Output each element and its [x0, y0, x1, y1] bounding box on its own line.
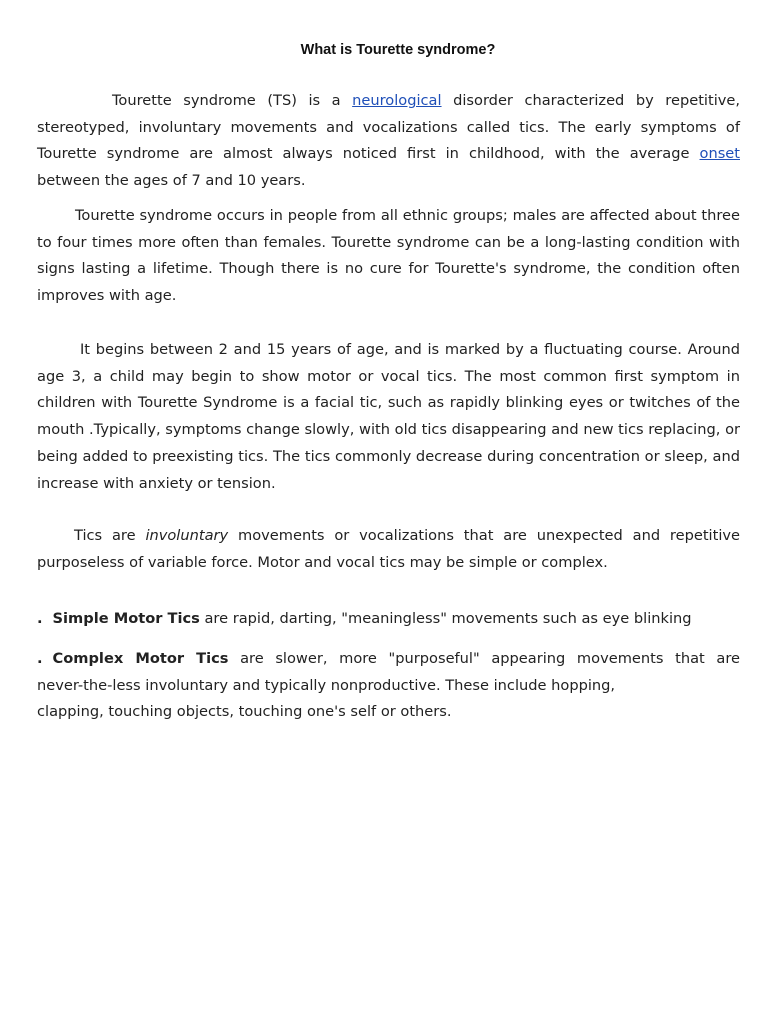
complex-motor-tics-term: Complex Motor Tics [52, 650, 229, 667]
bullet-simple-motor-tics [37, 606, 740, 633]
bullet-marker: . [37, 650, 43, 667]
onset-link[interactable]: onset [699, 145, 740, 163]
bullet-complex-motor-tics [37, 646, 740, 726]
p4-italic-involuntary: involuntary [145, 527, 229, 544]
document-title: What is Tourette syndrome? [300, 42, 496, 58]
paragraph-tics [37, 523, 740, 576]
p1-text-2: disorder characterized by repetitive, stereotyped, involuntary movements and vocalizations called tics. The early symptoms of Tourette syndrome are almost always noticed first in childhood, with the average [37, 92, 740, 163]
paragraph-prevalence: Tourette syndrome occurs in people from all ethnic groups; males are affected about three to four times more often than females. Tourette syndrome can be a long-lasting condition with signs lasting a lifetime. Though there is no cure for Tourette's syndrome, the condition often improves with age. [37, 207, 740, 305]
simple-motor-tics-term: Simple Motor Tics [52, 610, 200, 627]
complex-line-1 [37, 646, 740, 673]
bullet-marker: . [37, 610, 43, 627]
neurological-link[interactable]: neurological [352, 92, 442, 109]
complex-motor-tics-text-3: clapping, touching objects, touching one's self or others. [37, 703, 452, 721]
complex-motor-tics-text-2: never-the-less involuntary and typically nonproductive. These include hopping, [37, 676, 616, 694]
paragraph-course: It begins between 2 and 15 years of age, and is marked by a fluctuating course. Around age 3, a child may begin to show motor or vocal tics. The most common first symptom in children with Tourette Syndrome is a facial tic, such as rapidly blinking eyes or twitches of the mouth .Typically, symptoms change slowly, with old tics disappearing and new tics replacing, or being added to preexisting tics. The tics commonly decrease during concentration or sleep, and increase with anxiety or tension. [37, 341, 740, 492]
paragraph-definition [37, 88, 740, 195]
simple-motor-tics-text: are rapid, darting, "meaningless" movements such as eye blinking [199, 610, 692, 627]
p1-text-1: Tourette syndrome (TS) is a [112, 92, 353, 109]
p4-text-2: movements or vocalizations that are unexpected and repetitive purposeless of variable force. Motor and vocal tics may be simple or complex. [37, 527, 740, 571]
p4-text-1: Tics are [74, 527, 146, 544]
p1-text-3: between the ages of 7 and 10 years. [37, 172, 306, 190]
complex-motor-tics-text-1: are slower, more "purposeful" appearing movements that are [228, 650, 740, 667]
